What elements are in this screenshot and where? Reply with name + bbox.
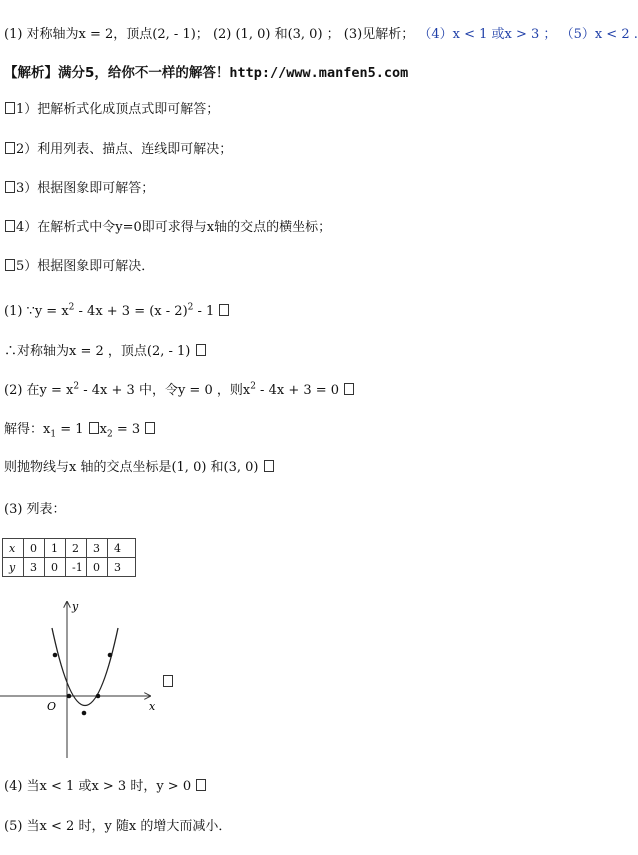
step-1-text: 1）把解析式化成顶点式即可解答； [16, 102, 220, 117]
table-header-x: x [3, 539, 24, 558]
answer-part-3: (3)见解析； [343, 27, 415, 42]
table-caption: (3) 列表： [4, 502, 66, 517]
answer-part-2: (2) (1, 0) 和(3, 0) ； [212, 27, 340, 42]
step-3-text: 3）根据图象即可解答； [16, 181, 155, 196]
missing-glyph-box [5, 220, 15, 232]
y-axis-label: y [72, 600, 79, 613]
exponent: 2 [73, 381, 80, 392]
solution-line-6 [4, 501, 66, 519]
formula-part: (2) 在y = x [4, 383, 74, 398]
graph-point [67, 694, 72, 699]
x-axis-label: x [149, 700, 156, 713]
step-5 [4, 258, 154, 276]
missing-glyph-box [163, 675, 173, 687]
solution-line-1 [4, 303, 230, 321]
answer-part-1: (1) 对称轴为x = 2，顶点(2, - 1)； [4, 27, 209, 42]
table-cell: 3 [108, 558, 136, 577]
parabola-graph [0, 598, 180, 758]
table-cell: 2 [66, 539, 87, 558]
graph-point [53, 653, 58, 658]
solution-line-3 [4, 382, 355, 400]
missing-glyph-box [5, 142, 15, 154]
missing-glyph-box [219, 304, 229, 316]
roots-text: x [99, 422, 107, 437]
missing-glyph-box [89, 422, 99, 434]
table-header-y: y [3, 558, 24, 577]
table-cell: 1 [45, 539, 66, 558]
formula-part: - 4x + 3 = (x - 2) [74, 304, 188, 319]
step-2 [4, 141, 232, 159]
parabola-curve [52, 628, 118, 706]
step-5-text: 5）根据图象即可解决． [16, 259, 155, 274]
subscript: 2 [106, 429, 113, 440]
solution-line-7 [4, 778, 207, 796]
missing-glyph-box [5, 102, 15, 114]
missing-glyph-box [196, 779, 206, 791]
table-cell: 4 [108, 539, 136, 558]
answer-part-5: （5）x < 2 . [560, 27, 638, 42]
analysis-header-title: 【解析】满分5，给你不一样的解答！ [4, 65, 230, 81]
missing-glyph-box [145, 422, 155, 434]
step-3 [4, 180, 154, 198]
exponent: 2 [250, 381, 256, 392]
solution-line-5 [4, 459, 275, 477]
table-cell: 0 [24, 539, 45, 558]
formula-part: - 4x + 3 = 0 [255, 383, 340, 398]
missing-glyph-box [5, 259, 15, 271]
graph-point [96, 694, 101, 699]
analysis-header-url: http://www.manfen5.com [229, 65, 409, 81]
table-cell: 3 [24, 558, 45, 577]
formula-part: - 4x + 3 中，令y = 0 ，则x [79, 383, 251, 398]
table-cell: 3 [87, 539, 108, 558]
missing-glyph-box [5, 181, 15, 193]
step-2-text: 2）利用列表、描点、连线即可解决； [16, 142, 233, 157]
missing-glyph-box [344, 383, 354, 395]
graph-point [82, 711, 87, 716]
vertex-text: ∴对称轴为x = 2 ，顶点(2, - 1) [4, 344, 191, 359]
missing-glyph-box [264, 460, 274, 472]
roots-text: = 3 [112, 422, 141, 437]
value-table [2, 538, 136, 577]
missing-glyph-box [196, 344, 206, 356]
decreasing-range-text: (5) 当x < 2 时，y 随x 的增大而减小． [4, 819, 232, 834]
step-1 [4, 101, 219, 119]
formula-part: (1) ∵y = x [4, 304, 69, 319]
roots-text: = 1 [56, 422, 88, 437]
graph-point [108, 653, 113, 658]
origin-label: O [47, 700, 57, 713]
formula-part: - 1 [193, 304, 215, 319]
analysis-header [4, 64, 408, 82]
table-cell: 0 [87, 558, 108, 577]
solution-line-4 [4, 421, 156, 439]
exponent: 2 [68, 302, 75, 313]
step-4 [4, 219, 331, 237]
answer-part-4: （4）x < 1 或x > 3 ； [418, 27, 557, 42]
table-row [3, 558, 136, 577]
positive-range-text: (4) 当x < 1 或x > 3 时，y > 0 [4, 779, 192, 794]
step-4-text: 4）在解析式中令y=0即可求得与x轴的交点的横坐标； [16, 220, 332, 235]
subscript: 1 [50, 429, 57, 440]
solution-line-8 [4, 818, 231, 836]
table-cell: 0 [45, 558, 66, 577]
solution-line-2 [4, 343, 207, 361]
intersection-text: 则抛物线与x 轴的交点坐标是(1, 0) 和(3, 0) [4, 460, 259, 475]
table-row [3, 539, 136, 558]
answer-line [4, 26, 638, 44]
table-cell: -1 [66, 558, 87, 577]
roots-text: 解得：x [4, 422, 51, 437]
exponent: 2 [187, 302, 194, 313]
